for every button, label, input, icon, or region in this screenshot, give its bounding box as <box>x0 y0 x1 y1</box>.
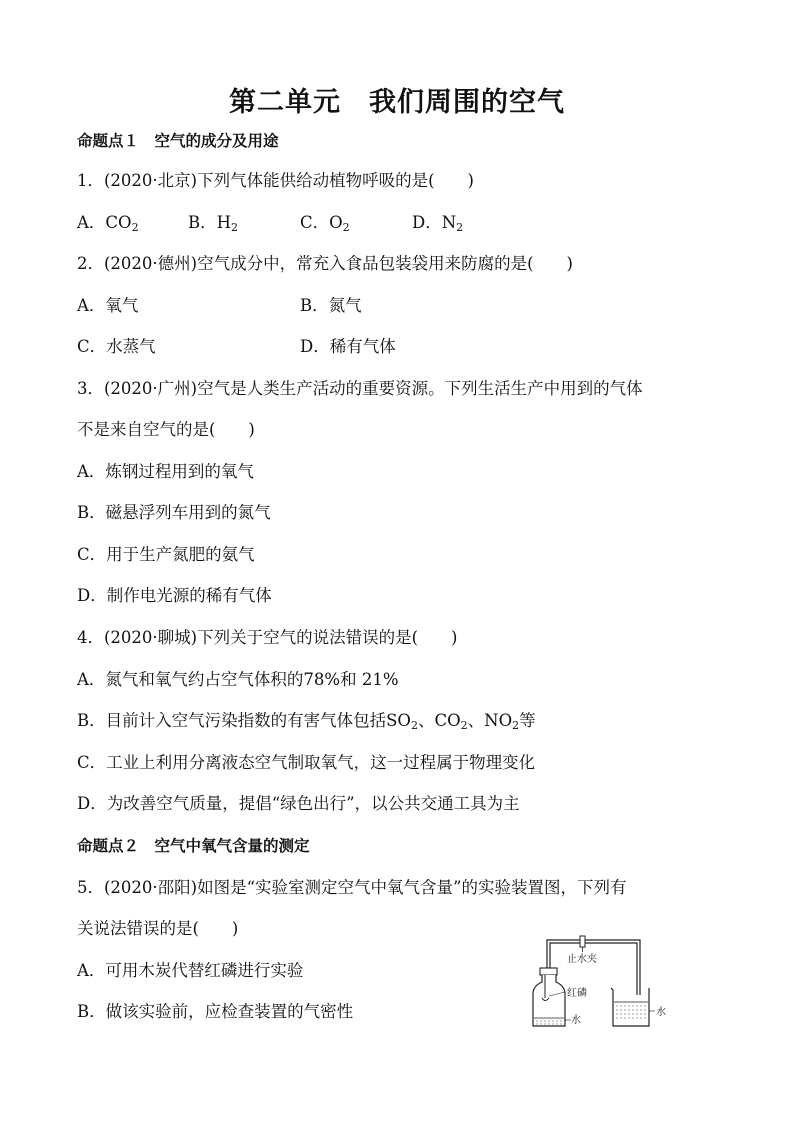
question-5-stem-line1: 5．(2020·邵阳)如图是“实验室测定空气中氧气含量”的实验装置图，下列有 <box>77 878 627 897</box>
question-2-stem: 2．(2020·德州)空气成分中，常充入食品包装袋用来防腐的是( ) <box>77 254 573 273</box>
question-3-stem-line2: 不是来自空气的是( ) <box>77 420 255 439</box>
water-label-left: 水 <box>571 1015 581 1026</box>
q4-option-b: B．目前计入空气污染指数的有害气体包括$SO_2$、$CO_2$、$NO_2$等 <box>77 711 536 732</box>
q1-option-a: A．$CO_2$ <box>77 213 139 234</box>
question-4-stem: 4．(2020·聊城)下列关于空气的说法错误的是( ) <box>77 628 458 647</box>
q1-option-c: C．$O_2$ <box>300 213 350 234</box>
clamp-label: 止水夹 <box>567 954 597 965</box>
question-1-stem: 1．(2020·北京)下列气体能供给动植物呼吸的是( ) <box>77 171 474 190</box>
q1-option-b: B．$H_2$ <box>188 213 239 234</box>
phosphorus-label: 红磷 <box>567 988 587 999</box>
water-label-right: 水 <box>656 1007 666 1018</box>
question-3-stem-line1: 3．(2020·广州)空气是人类生产活动的重要资源。下列生活生产中用到的气体 <box>77 379 643 398</box>
section-heading-2: 命题点２ 空气中氧气含量的测定 <box>77 837 310 855</box>
q4-option-c: C．工业上利用分离液态空气制取氧气，这一过程属于物理变化 <box>77 753 536 772</box>
q3-option-b: B．磁悬浮列车用到的氮气 <box>77 503 271 522</box>
page-title: 第二单元 我们周围的空气 <box>229 87 565 118</box>
q5-option-a: A．可用木炭代替红磷进行实验 <box>77 961 304 980</box>
oxygen-measurement-apparatus-figure <box>525 930 675 1035</box>
question-5-stem-line2: 关说法错误的是( ) <box>77 919 239 938</box>
q4-option-d: D．为改善空气质量，提倡“绿色出行”，以公共交通工具为主 <box>77 794 520 813</box>
section-heading-1: 命题点１ 空气的成分及用途 <box>77 132 279 150</box>
q3-option-a: A．炼钢过程用到的氧气 <box>77 462 254 481</box>
q4-option-a: A．氮气和氧气约占空气体积的78%和 21% <box>77 670 399 689</box>
q1-option-d: D．$N_2$ <box>412 213 464 234</box>
q2-option-c: C．水蒸气 <box>77 337 156 356</box>
q5-option-b: B．做该实验前，应检查装置的气密性 <box>77 1002 354 1021</box>
q3-option-d: D．制作电光源的稀有气体 <box>77 586 272 605</box>
q2-option-b: B．氮气 <box>300 296 362 315</box>
q3-option-c: C．用于生产氮肥的氨气 <box>77 545 255 564</box>
q2-option-d: D．稀有气体 <box>300 337 396 356</box>
q2-option-a: A．氧气 <box>77 296 139 315</box>
